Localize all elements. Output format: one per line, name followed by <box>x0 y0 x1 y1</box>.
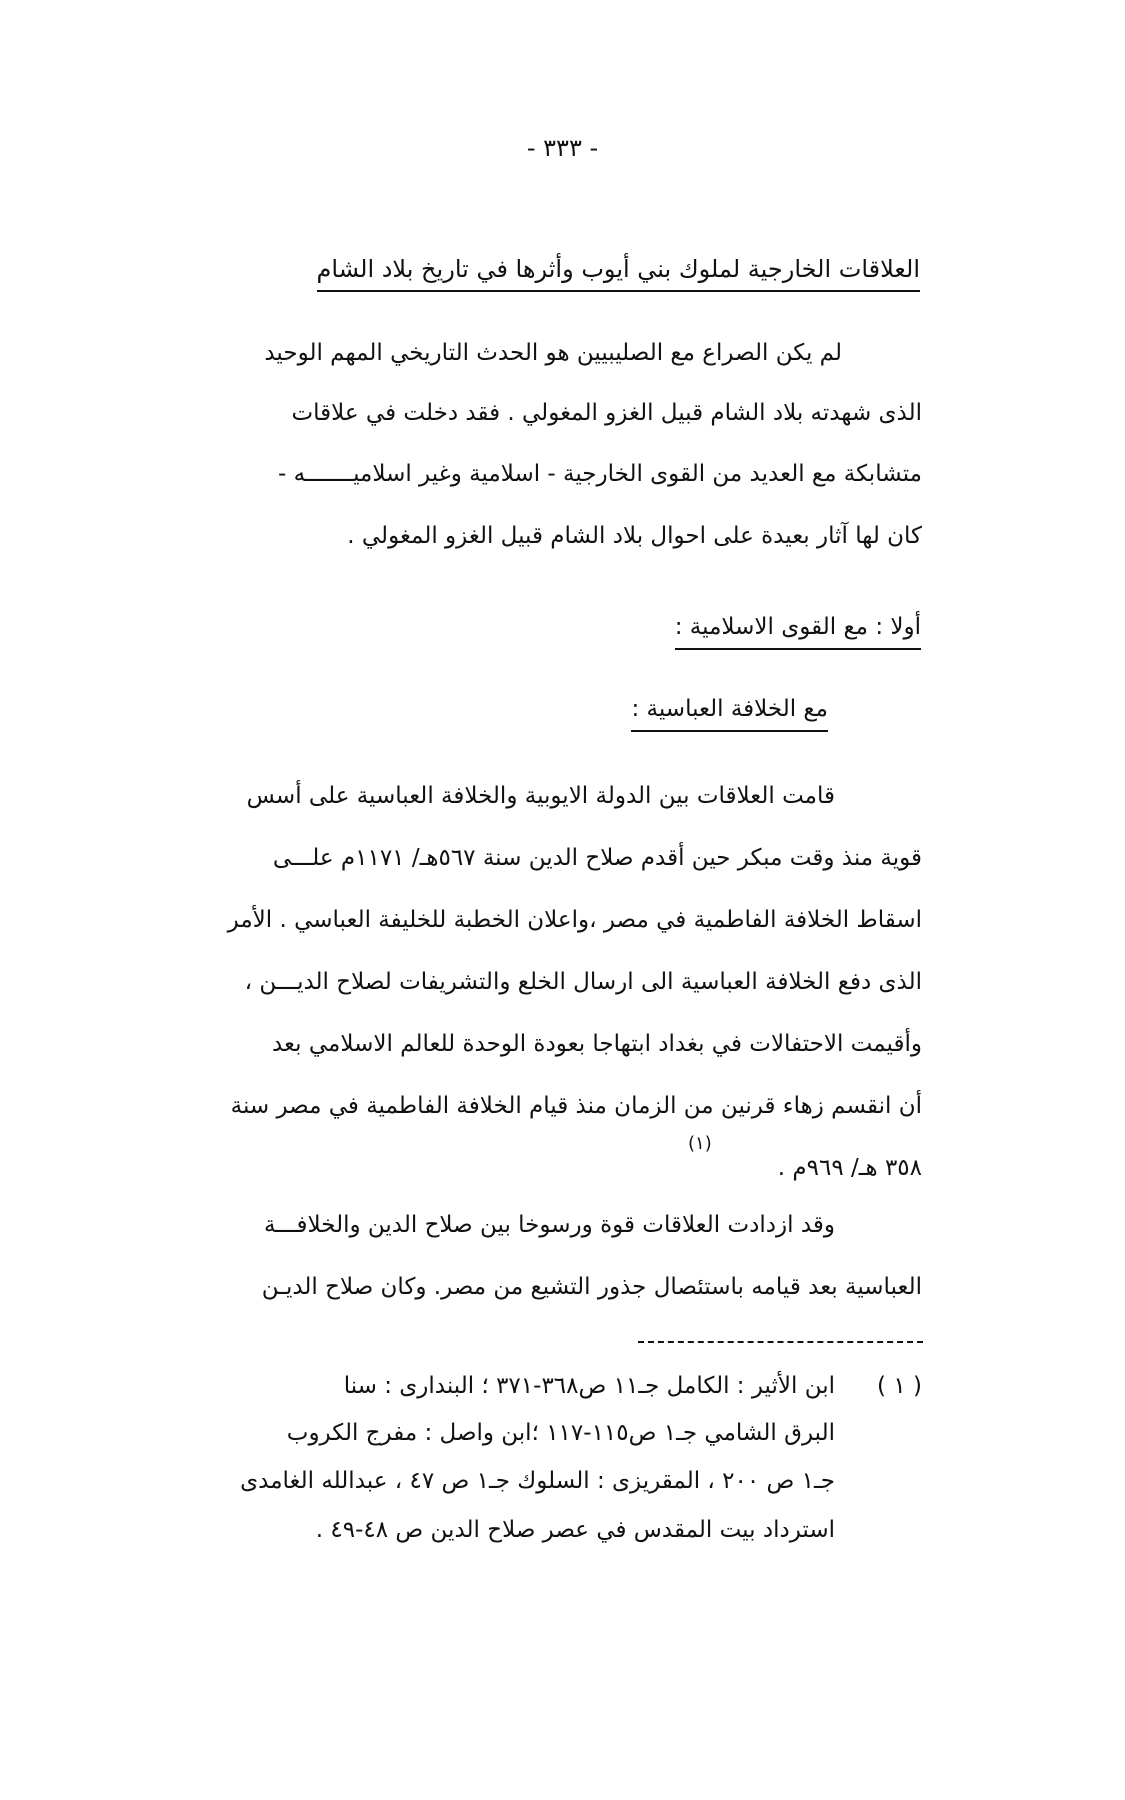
footnote-marker: ( ١ ) <box>877 1373 922 1399</box>
footnote-reference: (١) <box>688 1133 712 1154</box>
footnote-line-3: جـ١ ص ٢٠٠ ، المقريزى : السلوك جـ١ ص ٤٧ ، عبدالله الغامدى <box>240 1468 835 1494</box>
para2-line-4: الذى دفع الخلافة العباسية الى ارسال الخلع والتشريفات لصلاح الديـــن ، <box>244 969 922 995</box>
subsection-heading: مع الخلافة العباسية : <box>631 694 828 732</box>
intro-line-2: الذى شهدته بلاد الشام قبيل الغزو المغولي . فقد دخلت في علاقات <box>291 400 922 426</box>
para2-line-1: قامت العلاقات بين الدولة الايوبية والخلافة العباسية على أسس <box>246 783 835 809</box>
para3-line-1: وقد ازدادت العلاقات قوة ورسوخا بين صلاح الدين والخلافـــة <box>263 1212 835 1238</box>
footnote-line-4: استرداد بيت المقدس في عصر صلاح الدين ص ٤٨-٤٩ . <box>315 1517 835 1543</box>
intro-line-1: لم يكن الصراع مع الصليبيين هو الحدث التاريخي المهم الوحيد <box>264 340 842 366</box>
para2-line-2: قوية منذ وقت مبكر حين أقدم صلاح الدين سنة ٥٦٧هـ/ ١١٧١م علـــى <box>272 845 922 871</box>
para3-line-2: العباسية بعد قيامه باستئصال جذور التشيع من مصر. وكان صلاح الديـن <box>261 1274 922 1300</box>
para2-line-3: اسقاط الخلافة الفاطمية في مصر ،واعلان الخطبة للخليفة العباسي . الأمر <box>227 907 922 933</box>
intro-line-3: متشابكة مع العديد من القوى الخارجية - اسلامية وغير اسلاميـــــــه - <box>277 461 922 487</box>
footnote-line-2: البرق الشامي جـ١ ص١١٥-١١٧ ؛ابن واصل : مفرج الكروب <box>286 1420 835 1446</box>
para2-line-5: وأقيمت الاحتفالات في بغداد ابتهاجا بعودة الوحدة للعالم الاسلامي بعد <box>271 1031 922 1057</box>
page-number: - ٣٣٣ - <box>526 134 599 162</box>
para2-line-6: أن انقسم زهاء قرنين من الزمان منذ قيام الخلافة الفاطمية في مصر سنة <box>230 1093 922 1119</box>
footnote-line-1: ابن الأثير : الكامل جـ١١ ص٣٦٨-٣٧١ ؛ البندارى : سنا <box>343 1373 835 1399</box>
section-heading: أولا : مع القوى الاسلامية : <box>675 612 921 650</box>
para2-line-7: ٣٥٨ هـ/ ٩٦٩م . <box>777 1155 922 1181</box>
footnote-separator <box>638 1341 923 1343</box>
intro-line-4: كان لها آثار بعيدة على احوال بلاد الشام قبيل الغزو المغولي . <box>347 523 922 549</box>
document-title: العلاقات الخارجية لملوك بني أيوب وأثرها في تاريخ بلاد الشام <box>317 254 920 292</box>
